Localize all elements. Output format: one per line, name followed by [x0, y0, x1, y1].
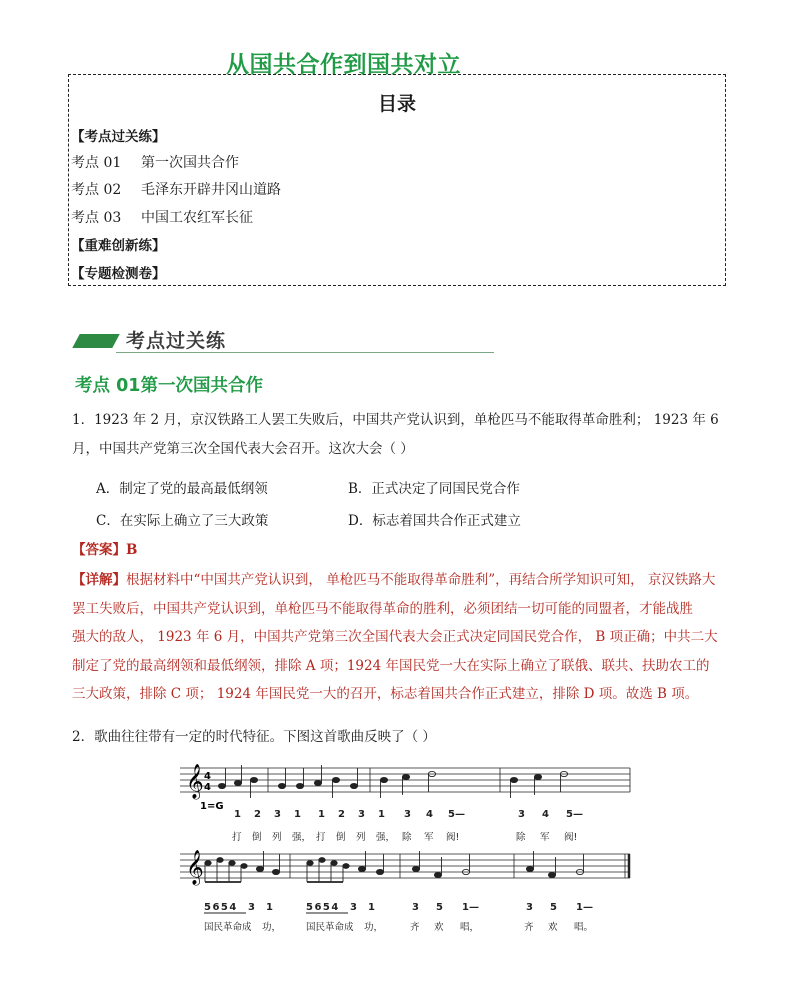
lyric: 功，: [262, 922, 282, 933]
note-number: 5—: [448, 809, 465, 820]
lyric: 国民革命成: [306, 922, 354, 933]
explanation-line: 罢工失败后，中国共产党认识到，单枪匹马不能取得革命的胜利，必须团结一切可能的同盟者，才能战胜: [72, 600, 693, 617]
section-title: 考点 01第一次国共合作: [75, 376, 263, 396]
note-number: 3: [526, 902, 533, 913]
note-number: 2: [338, 809, 345, 820]
note-number: 3: [412, 902, 419, 913]
lyric: 齐: [524, 922, 534, 933]
explanation-line: 制定了党的最高纲领和最低纲领，排除 A 项；1924 年国民党一大在实际上确立了联俄、联共、扶助农工的: [72, 657, 710, 674]
note-number: 5—: [566, 809, 583, 820]
toc-heading: 目录: [377, 93, 416, 115]
note-number: 5: [550, 902, 557, 913]
note-number: 5: [436, 902, 443, 913]
note-number: 3: [404, 809, 411, 820]
note-number: 1: [378, 809, 385, 820]
option-a: A．制定了党的最高最低纲领: [96, 481, 268, 497]
lyric: 军: [540, 832, 550, 843]
lyric: 列: [356, 832, 366, 843]
note-number: 2: [254, 809, 261, 820]
toc-item-point-01: [71, 152, 239, 172]
treble-clef-icon: 𝄞: [186, 764, 204, 799]
lyric: 列: [272, 832, 282, 843]
explanation-tag: 【详解】: [72, 572, 126, 588]
lyric: 强，: [376, 832, 396, 843]
toc-item-test: 【专题检测卷】: [71, 266, 166, 282]
toc-item-practice: 【考点过关练】: [71, 129, 166, 145]
table-of-contents: [68, 74, 726, 286]
toc-item-label: 第一次国共合作: [141, 155, 239, 171]
lyric: 倒: [336, 832, 346, 843]
document-title: 从国共合作到国共对立: [226, 52, 461, 78]
numbered-notation-row-1: [234, 809, 583, 820]
key-signature: 1=G: [200, 801, 224, 812]
lyric: 强，: [292, 832, 312, 843]
lyric: 欢: [434, 922, 444, 933]
note-number: 1: [318, 809, 325, 820]
time-signature-top: 4: [204, 771, 211, 782]
note-number: 4: [426, 809, 433, 820]
notes-row-1: [218, 765, 567, 798]
lyric: 国民革命成: [204, 922, 252, 933]
music-score-image: [180, 760, 640, 935]
lyric: 军: [424, 832, 434, 843]
lyric: 倒: [252, 832, 262, 843]
toc-item-label: 毛泽东开辟井冈山道路: [141, 182, 281, 198]
explanation-line: 根据材料中“中国共产党认识到， 单枪匹马不能取得革命胜利”，再结合所学知识可知， 京汉铁路大: [126, 572, 716, 588]
note-number: 1: [234, 809, 241, 820]
lyric: 功，: [364, 922, 384, 933]
lyrics-row-1: [232, 831, 577, 843]
toc-item-number: 考点 02: [71, 182, 122, 198]
note-number: 1: [266, 902, 273, 913]
note-number: 3: [350, 902, 357, 913]
treble-clef-icon: 𝄞: [186, 850, 204, 885]
explanation-line: 三大政策，排除 C 项； 1924 年国民党一大的召开，标志着国共合作正式建立，排除 D 项。故选 B 项。: [72, 686, 699, 702]
lyric: 阀!: [446, 832, 460, 843]
question-1-line-1: 1．1923 年 2 月，京汉铁路工人罢工失败后，中国共产党认识到，单枪匹马不能取得革命胜利； 1923 年 6: [72, 412, 719, 428]
toc-item-number: 考点 01: [71, 155, 122, 171]
banner-divider: [116, 352, 494, 353]
banner-bar-icon: [72, 334, 119, 348]
note-number: 3: [518, 809, 525, 820]
answer-1: 【答案】B: [72, 542, 138, 558]
lyric: 唱。: [574, 922, 594, 933]
lyric: 打: [316, 832, 326, 843]
note-number: 5654: [204, 902, 238, 913]
note-number: 1—: [576, 902, 593, 913]
note-number: 3: [248, 902, 255, 913]
lyric: 除: [516, 832, 526, 843]
lyric: 欢: [548, 922, 558, 933]
lyric: 唱，: [460, 922, 480, 933]
lyric: 齐: [410, 922, 420, 933]
toc-item-innovation: 【重难创新练】: [71, 238, 166, 254]
section-banner: [72, 322, 494, 356]
note-number: 1: [294, 809, 301, 820]
toc-item-point-03: [71, 207, 253, 227]
note-number: 1: [368, 902, 375, 913]
note-number: 3: [274, 809, 281, 820]
explanation-line: 强大的敌人， 1923 年 6 月，中国共产党第三次全国代表大会正式决定同国民党合作， B 项正确；中共二大: [72, 629, 718, 645]
toc-item-number: 考点 03: [71, 210, 122, 226]
numbered-notation-row-2: [204, 902, 593, 913]
option-d: D．标志着国共合作正式建立: [348, 513, 521, 529]
banner-label: 考点过关练: [126, 330, 227, 352]
option-b: B．正式决定了同国民党合作: [348, 481, 520, 497]
note-number: 1—: [462, 902, 479, 913]
question-1-line-2: 月，中国共产党第三次全国代表大会召开。这次大会（ ）: [72, 440, 414, 457]
time-signature-bottom: 4: [204, 782, 211, 793]
lyric: 打: [232, 832, 242, 843]
toc-item-point-02: [71, 179, 281, 199]
note-number: 4: [542, 809, 549, 820]
lyric: 阀!: [564, 832, 578, 843]
toc-item-label: 中国工农红军长征: [141, 210, 253, 226]
explanation-1: [72, 566, 726, 709]
note-number: 3: [358, 809, 365, 820]
lyric: 除: [402, 832, 412, 843]
option-c: C．在实际上确立了三大政策: [96, 513, 269, 529]
question-2-stem: 2．歌曲往往带有一定的时代特征。下图这首歌曲反映了（ ）: [72, 729, 436, 745]
lyrics-row-2: [204, 921, 593, 933]
note-number: 5654: [306, 902, 340, 913]
question-1-stem: [72, 406, 726, 463]
notes-row-2: [205, 851, 584, 882]
